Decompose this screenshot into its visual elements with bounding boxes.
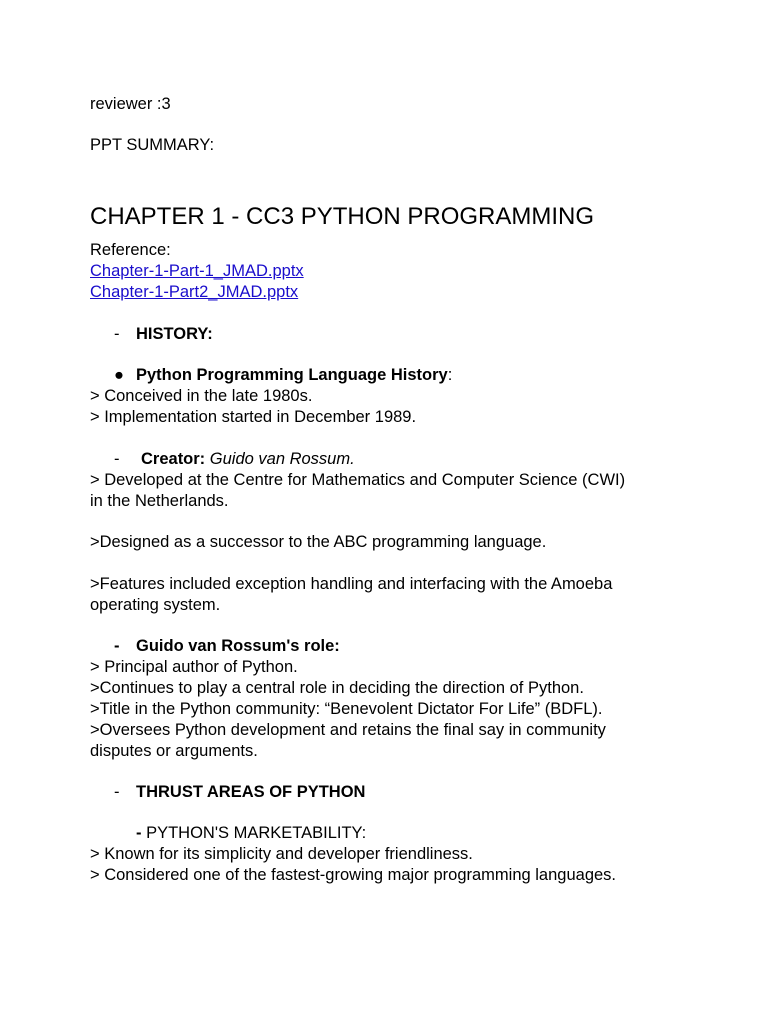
dash-marker: - bbox=[114, 637, 120, 655]
thrust-label: THRUST AREAS OF PYTHON bbox=[136, 783, 366, 801]
chapter-title: CHAPTER 1 - CC3 PYTHON PROGRAMMING bbox=[90, 203, 595, 230]
reviewer-line: reviewer :3 bbox=[90, 95, 171, 113]
role-line-3: >Title in the Python community: “Benevolent Dictator For Life” (BDFL). bbox=[90, 700, 603, 718]
creator-label: Creator: bbox=[141, 450, 206, 468]
dash-marker: - bbox=[136, 824, 142, 842]
role-label: Guido van Rossum's role: bbox=[136, 637, 340, 655]
role-line-1: > Principal author of Python. bbox=[90, 658, 298, 676]
history-label: HISTORY: bbox=[136, 325, 213, 343]
marketability-line-2: > Considered one of the fastest-growing major programming languages. bbox=[90, 866, 617, 884]
marketability-label: PYTHON'S MARKETABILITY: bbox=[141, 824, 367, 842]
python-history-bullet-item bbox=[114, 365, 452, 386]
thrust-heading bbox=[114, 782, 365, 803]
creator-heading bbox=[114, 449, 355, 470]
history-heading bbox=[114, 324, 213, 345]
history-line-2: > Implementation started in December 1989. bbox=[90, 408, 417, 426]
features-line-2: operating system. bbox=[90, 596, 221, 614]
python-history-label: Python Programming Language History bbox=[136, 366, 448, 384]
bullet-icon: ● bbox=[114, 366, 124, 384]
role-line-5: disputes or arguments. bbox=[90, 742, 258, 760]
colon: : bbox=[447, 366, 453, 384]
dash-marker: - bbox=[114, 783, 120, 801]
ppt-summary-label: PPT SUMMARY: bbox=[90, 136, 215, 154]
reference-label: Reference: bbox=[90, 241, 171, 259]
role-line-4: >Oversees Python development and retains the final say in community bbox=[90, 721, 606, 739]
creator-line-1: > Developed at the Centre for Mathematics and Computer Science (CWI) bbox=[90, 471, 626, 489]
features-line-1: >Features included exception handling and interfacing with the Amoeba bbox=[90, 575, 613, 593]
marketability-line-1: > Known for its simplicity and developer friendliness. bbox=[90, 845, 473, 863]
dash-marker: - bbox=[114, 450, 120, 468]
dash-marker: - bbox=[114, 325, 120, 343]
marketability-heading bbox=[136, 823, 366, 844]
role-heading bbox=[114, 636, 340, 657]
reference-link-part1[interactable]: Chapter-1-Part-1_JMAD.pptx bbox=[90, 262, 304, 280]
reference-link-part2[interactable]: Chapter-1-Part2_JMAD.pptx bbox=[90, 283, 299, 301]
history-line-1: > Conceived in the late 1980s. bbox=[90, 387, 313, 405]
role-line-2: >Continues to play a central role in deciding the direction of Python. bbox=[90, 679, 584, 697]
creator-name: Guido van Rossum. bbox=[209, 450, 355, 468]
creator-line-2: in the Netherlands. bbox=[90, 492, 229, 510]
designed-line: >Designed as a successor to the ABC programming language. bbox=[90, 533, 547, 551]
